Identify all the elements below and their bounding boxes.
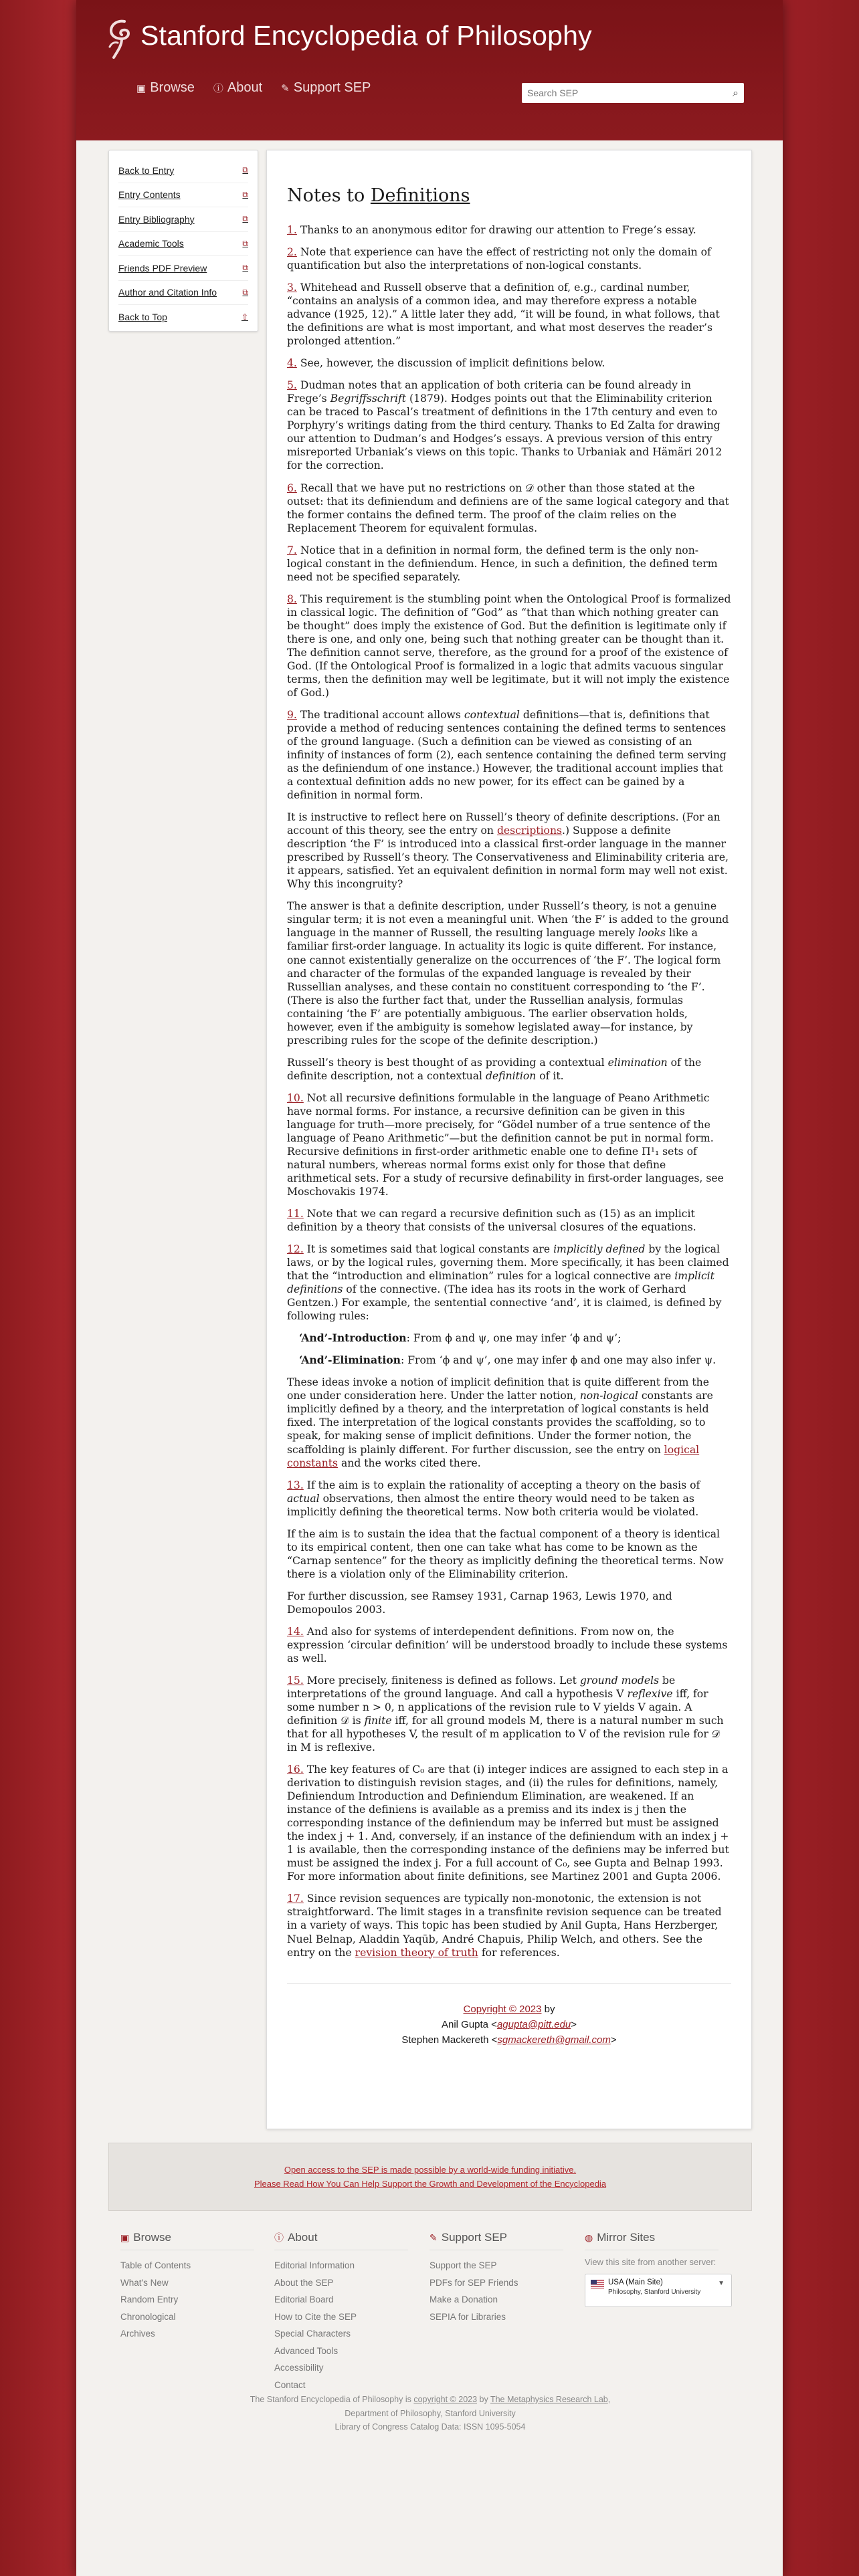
page [76,0,783,2576]
nav-browse[interactable] [136,80,195,96]
external-link-icon: ⧉ [242,214,248,224]
note-number-link[interactable]: 3. [287,282,297,294]
note-3 [287,281,731,348]
note-10 [287,1091,731,1198]
revision-theory-link[interactable]: revision theory of truth [355,1946,478,1959]
note-number-link[interactable]: 12. [287,1243,304,1256]
note-italic: elimination [607,1056,668,1069]
sidebar-item-entry-contents[interactable] [118,183,248,208]
support-encyclopedia-link[interactable]: Please Read How You Can Help Support the Growth and Development of the Encyclopedia [254,2178,607,2189]
note-text: for references. [478,1946,560,1959]
note-13-paragraph-2 [287,1527,731,1581]
footer-link[interactable]: Support the SEP [430,2260,497,2270]
author-line-2: Stephen Mackereth <sgmackereth@gmail.com> [401,2034,617,2046]
sidebar-item-author-citation[interactable] [118,281,248,306]
bottom-line-1 [108,2393,752,2407]
note-text: constants are implicitly defined by a theory, and the interpretation of logical constants is held fixed. The interpretation of the logical constants provides the scaffolding, so to speak, for making sense of implicit definitions. Under the former notion, the scaffolding is plainly different. For further discussion, see the entry on [287,1390,713,1456]
footer-link[interactable]: How to Cite the SEP [274,2311,357,2322]
footer-link[interactable]: About the SEP [274,2277,334,2288]
note-text: These ideas invoke a notion of implicit definition that is quite different from the one under consideration here. Under the latter notion, [287,1376,709,1402]
note-text: .) Suppose a definite description ‘the F’ is introduced into a classical first-order language in the manner prescribed by Russell’s theory. The Conservativeness and Eliminability criteria are, it appears, satisfied. Yet an equivalent definition in normal form may well not exist. Why this incongruity? [287,825,729,891]
sidebar-item-label: Entry Bibliography [118,213,195,225]
search-input[interactable] [522,84,716,102]
search-icon[interactable]: ⌕ [733,86,739,99]
nav-support[interactable] [281,80,371,96]
author-line-1: Anil Gupta <agupta@pitt.edu> [441,2018,577,2030]
sep-copyright-link[interactable]: copyright © 2023 [413,2395,478,2404]
note-number-link[interactable]: 7. [287,544,297,556]
note-text: Not all recursive definitions formulable in the language of Peano Arithmetic have normal forms. For instance, a recursive definition can be given in this language for truth—more precisely, for “Gödel number of a true sentence of the language of Peano Arithmetic”—but the definition cannot be put in normal form. Recursive definitions in first-order arithmetic enable one to define Π¹₁ sets of natural numbers, whereas normal forms exist only for those that define arithmetical sets. For a study of recursive definability in first-order languages, see Moschovakis 1974. [287,1091,724,1198]
note-text: Notice that in a definition in normal form, the defined term is the only non-logical constant in the definiendum. Hence, in such a definition, the defined term need not be specified separately. [287,544,718,583]
footer-link[interactable]: What's New [120,2277,169,2288]
sidebar-item-academic-tools[interactable] [118,232,248,257]
footer-link[interactable]: SEPIA for Libraries [430,2311,506,2322]
note-italic: implicitly defined [553,1243,646,1256]
note-number-link[interactable]: 11. [287,1208,304,1220]
note-text: Whitehead and Russell observe that a definition of, e.g., cardinal number, “contains an analysis of a common idea, and may therefore express a notable advance (1925, 12).” A little later they add, “it will be found, in what follows, that the definitions are what is most important, and what most deserves the reader’s prolonged attention.” [287,282,720,348]
note-number-link[interactable]: 4. [287,357,297,370]
note-text: It is instructive to reflect here on Russell’s theory of definite descriptions. (For an account of this theory, see the entry on [287,811,721,837]
note-italic: finite [364,1715,392,1727]
sidebar-item-friends-pdf[interactable] [118,256,248,281]
note-italic: ground models [579,1674,660,1687]
note-1 [287,223,731,237]
note-text: Since revision sequences are typically non-monotonic, the extension is not straightforward. The limit stages in a transfinite revision sequence can be treated in a variety of ways. This topic has been studied by Anil Gupta, Hans Herzberger, Nuel Belnap, Aladdin Yaqūb, André Chapuis, Philip Welch, and others. See the entry on the [287,1893,722,1959]
funding-notice [108,2143,752,2211]
footer-browse-column [120,2231,254,2343]
bottom-line-3: Library of Congress Catalog Data: ISSN 1095-5054 [335,2422,526,2432]
note-text: And also for systems of interdependent definitions. From now on, the expression ‘circular definition’ will be understood broadly to include these systems as well. [287,1625,728,1665]
footer-mirror-column [585,2231,732,2307]
nav-about[interactable] [213,80,262,96]
note-9-paragraph-2 [287,811,731,891]
note-text: definitions—that is, definitions that provide a method of reducing sentences containing the defined terms to sentences of the ground language. (Such a definition can be viewed as consisting of an infinity of instances of form (2), each sentence containing the defined term serving as the definiendum of one instance.) However, the traditional account implies that a contextual definition adds no new power, for its effect can be gained by a definition in normal form. [287,708,727,802]
note-12 [287,1243,731,1323]
note-text: See, however, the discussion of implicit definitions below. [300,357,605,370]
note-italic: looks [638,927,666,940]
title-prefix: Notes to [287,185,371,206]
note-7 [287,544,731,584]
title-link[interactable]: Definitions [370,185,470,206]
note-number-link[interactable]: 15. [287,1674,304,1687]
copyright-block [287,1983,731,2048]
note-8 [287,593,731,700]
sidebar-item-back-to-top[interactable] [118,305,248,330]
book-icon: ▣ [136,82,147,94]
note-text: and the works cited there. [338,1457,481,1469]
note-text: It is sometimes said that logical constants are [306,1243,554,1256]
note-text: observations, then almost the entire theory would need to be taken as implicitly defining the theoretical terms. Now both criteria would be violated. [287,1492,699,1518]
note-text: be interpretations of the ground language. And call a hypothesis V [287,1674,676,1700]
chevron-down-icon: ▼ [718,2280,725,2287]
footer-link[interactable]: PDFs for SEP Friends [430,2277,518,2288]
note-text: of the definite description, not a contextual [287,1056,702,1082]
footer-heading [120,2231,254,2250]
note-text: Dudman notes that an application of both criteria can be found already in Frege’s [287,379,691,405]
note-17 [287,1892,731,1959]
footer-link[interactable]: Accessibility [274,2363,324,2373]
sidebar-item-label: Back to Top [118,312,167,323]
external-link-icon: ⧉ [242,263,248,273]
and-elimination-rule [299,1354,731,1367]
note-6 [287,481,731,535]
footer-heading-label: Mirror Sites [597,2231,656,2244]
rule-text: : From ϕ and ψ, one may infer ‘ϕ and ψ’; [406,1332,622,1345]
footer-link[interactable]: Advanced Tools [274,2345,339,2356]
note-text: (1879). Hodges points out that the Eliminability criterion can be traced to Pascal’s treatment of definitions in the 17th century and even to Porphyry’s writings dating from the third century. Thanks to Ed Zalta for drawing our attention to Dudman’s and Hodges’s essays. A previous version of this entry misreported Urbaniak’s views on this topic. Thanks to Urbaniak and Hämäri 2012 for the correction. [287,393,723,472]
mirror-selected-label: USA (Main Site) [608,2278,663,2286]
note-9-paragraph-4 [287,1056,731,1083]
note-text: by the logical laws, or by the logical rules, governing them. More specifically, it has been claimed that the “introduction and elimination” rules for a logical connective are [287,1243,729,1283]
note-text: of the connective. (The idea has its roots in the work of Gerhard Gentzen.) For example, the sentential connective ‘and’, it is claimed, is defined by following rules: [287,1283,722,1323]
note-9 [287,708,731,802]
copyright-line [287,2002,731,2017]
main-content [266,150,752,2129]
note-14 [287,1625,731,1665]
note-15 [287,1674,731,1754]
footer-link[interactable]: Special Characters [274,2329,351,2339]
note-number-link[interactable]: 2. [287,246,297,259]
info-icon: ⓘ [274,2232,284,2243]
note-11 [287,1207,731,1234]
note-number-link[interactable]: 6. [287,481,297,494]
rule-heading: ‘And’-Elimination [299,1354,401,1367]
footer-link[interactable]: Editorial Information [274,2260,355,2270]
footer-heading-label: Browse [133,2231,171,2244]
nav-about-label: About [227,80,263,95]
sidebar-item-label: Back to Entry [118,165,175,176]
note-text: The answer is that a definite description, under Russell’s theory, is not a genuine singular term; it is not even a meaningful unit. When ‘the F’ is added to the ground language in the manner of Russell, the resulting language merely [287,900,729,940]
rule-heading: ‘And’-Introduction [299,1331,407,1345]
footer-link[interactable]: Contact [274,2379,306,2390]
footer-link[interactable]: Make a Donation [430,2294,498,2304]
author-name: Anil Gupta [441,2018,489,2030]
note-italic: non-logical [579,1390,638,1402]
external-link-icon: ⧉ [242,165,248,175]
note-text: The traditional account allows [300,708,464,721]
logical-constants-link[interactable]: logical constants [287,1443,700,1469]
note-italic: Begriffsschrift [330,393,407,405]
author-name: Stephen Mackereth [401,2034,489,2046]
note-13-paragraph-3 [287,1590,731,1616]
note-number-link[interactable]: 8. [287,593,297,605]
globe-icon: ◍ [585,2232,593,2243]
footer-about-column [274,2231,408,2393]
note-text: iff, for all ground models M, there is a natural number m such that for all hypotheses V, the result of m application to V of the revision rule for 𝒟 in M is reflexive. [287,1715,724,1754]
note-number-link[interactable]: 5. [287,379,297,392]
note-text: The key features of C₀ are that (i) integer indices are assigned to each step in a derivation to distinguish revision stages, and (ii) the rules for definitions, namely, Definiendum Introduction and Definiendum Elimination, are weakened. If an instance of the definiens is available as a premiss and its index is j then the corresponding instance of the definiendum may be inferred but must be assigned the index j + 1. And, conversely, if an instance of the definiendum with an index j + 1 is available, then the corresponding instance of the definiens may be inferred but must be assigned the index j. For a full account of C₀, see Gupta and Belnap 1993. For more information about finite definitions, see Martinez 2001 and Gupta 2006. [287,1763,729,1883]
footer-heading-label: Support SEP [441,2231,508,2244]
footer-link[interactable]: Table of Contents [120,2260,191,2270]
nav-support-label: Support SEP [293,80,371,95]
note-text: Recall that we have put no restrictions on 𝒟 other than those stated at the outset: that its definiendum and definiens are of the same logical category and that the former contains the defined term. The proof of the claim relies on the Replacement Theorem for equivalent formulas. [287,481,729,534]
mirror-site-select[interactable] [585,2274,732,2307]
note-12-paragraph-2 [287,1376,731,1469]
note-number-link[interactable]: 1. [287,224,297,236]
book-icon: ▣ [120,2232,130,2243]
note-5 [287,379,731,472]
sidebar-item-entry-bibliography[interactable] [118,207,248,232]
author-email-link[interactable]: sgmackereth@gmail.com [497,2034,611,2046]
external-link-icon: ⧉ [242,287,248,297]
metaphysics-lab-link[interactable]: The Metaphysics Research Lab [490,2395,608,2404]
sidebar-item-back-to-entry[interactable] [118,158,248,183]
note-text: If the aim is to sustain the idea that the factual component of a theory is identical to its empirical content, then one can take what has come to be known as the “Carnap sentence” for the theory as implicitly defining the theoretical terms. Now there is a violation only of the Eliminability criterion. [287,1527,724,1580]
descriptions-link[interactable]: descriptions [496,825,562,837]
bottom-text: The Stanford Encyclopedia of Philosophy is [250,2395,414,2404]
mirror-selected-sub: Philosophy, Stanford University [608,2288,701,2296]
note-4 [287,356,731,370]
note-italic: definition [485,1069,537,1082]
bottom-line-2: Department of Philosophy, Stanford University [345,2408,516,2418]
note-number-link[interactable]: 14. [287,1625,304,1638]
footer-link[interactable]: Editorial Board [274,2294,334,2304]
usa-flag-icon [591,2280,604,2288]
sidebar-item-label: Friends PDF Preview [118,262,207,274]
support-icon: ✎ [281,82,290,94]
site-header [76,0,783,140]
note-text: iff, for some number n > 0, n applications of the revision rule to V yields V again. A definition 𝒟 is [287,1687,708,1727]
copyright-by: by [541,2003,555,2015]
note-text: More precisely, finiteness is defined as follows. Let [306,1674,580,1687]
footer-heading [274,2231,408,2250]
search-box [522,83,744,103]
and-introduction-rule [299,1331,731,1345]
note-italic: implicit definitions [287,1270,714,1296]
note-italic: contextual [464,708,520,721]
note-text: Thanks to an anonymous editor for drawing our attention to Frege’s essay. [300,224,696,236]
external-link-icon: ⧉ [242,238,248,248]
note-text: For further discussion, see Ramsey 1931, Carnap 1963, Lewis 1970, and Demopoulos 2003. [287,1590,672,1616]
note-text: This requirement is the stumbling point when the Ontological Proof is formalized in classical logic. The definition of “God” as “that than which nothing greater can be thought” does imply the existence of God. But the definition is legitimate only if there is one, and only one, being such that nothing greater can be thought than it. The definition cannot serve, therefore, as the ground for a proof of the existence of God. (If the Ontological Proof is formalized in a logic that admits vacuous singular terms, then the definition may well be legitimate, but it will not imply the existence of God.) [287,593,731,699]
info-icon: ⓘ [213,83,223,94]
external-link-icon: ⧉ [242,189,248,199]
note-text: Russell’s theory is best thought of as providing a contextual [287,1056,608,1069]
note-text: like a familiar first-order language. In actuality its logic is quite different. For instance, one cannot existentially generalize on the occurrences of ‘the F’. The logical form and character of the formulas of the expanded language is revealed by their Russellian analyses, and these contain no constituent corresponding to ‘the F’. (There is also the further fact that, under the Russellian analysis, formulas containing ‘the F’ are potentially ambiguous. The earlier observation holds, however, even if the ambiguity is somehow legislated away—for instance, by prescribing rules for the scope of the definite description.) [287,927,721,1047]
note-italic: reflexive [627,1687,673,1700]
top-navigation [136,80,371,96]
footer-support-column [430,2231,563,2325]
note-text: of it. [536,1069,564,1082]
nav-browse-label: Browse [150,80,195,95]
sidebar-item-label: Author and Citation Info [118,287,217,298]
footer-heading [430,2231,563,2250]
bottom-text: , [607,2395,611,2404]
bottom-copyright [108,2393,752,2434]
stanford-tree-logo-icon[interactable] [104,19,135,60]
mirror-note: View this site from another server: [585,2257,717,2267]
site-title[interactable]: Stanford Encyclopedia of Philosophy [140,20,592,51]
note-number-link[interactable]: 13. [287,1479,304,1491]
sidebar-item-label: Academic Tools [118,238,184,249]
bottom-text: by [477,2395,490,2404]
note-italic: actual [287,1492,320,1505]
funding-initiative-link[interactable]: Open access to the SEP is made possible by a world-wide funding initiative. [284,2165,577,2175]
note-text: Note that we can regard a recursive definition such as (15) as an implicit definition by a theory that consists of the universal closures of the equations. [287,1208,696,1234]
note-2 [287,245,731,272]
note-number-link[interactable]: 16. [287,1763,304,1776]
rule-text: : From ‘ϕ and ψ’, one may infer ϕ and one may also infer ψ. [401,1354,717,1367]
page-title [287,185,731,206]
support-icon: ✎ [430,2232,438,2243]
note-13 [287,1479,731,1519]
footer-link[interactable]: Archives [120,2329,155,2339]
note-9-paragraph-3 [287,899,731,1047]
author-email-link[interactable]: agupta@pitt.edu [496,2018,571,2030]
entry-navigation-sidebar [108,150,258,332]
note-text: Note that experience can have the effect of restricting not only the domain of quantification but also the interpretations of non-logical constants. [287,246,711,272]
note-number-link[interactable]: 10. [287,1091,304,1104]
footer-heading [585,2231,719,2250]
copyright-link[interactable]: Copyright © 2023 [463,2003,542,2015]
note-16 [287,1763,731,1883]
sidebar-item-label: Entry Contents [118,189,181,201]
footer-link[interactable]: Random Entry [120,2294,179,2304]
note-number-link[interactable]: 9. [287,708,297,721]
note-number-link[interactable]: 17. [287,1893,304,1905]
note-text: If the aim is to explain the rationality of accepting a theory on the basis of [306,1479,700,1491]
arrow-up-icon: ⇧ [241,312,248,322]
footer-heading-label: About [288,2231,318,2244]
footer-link[interactable]: Chronological [120,2311,176,2322]
